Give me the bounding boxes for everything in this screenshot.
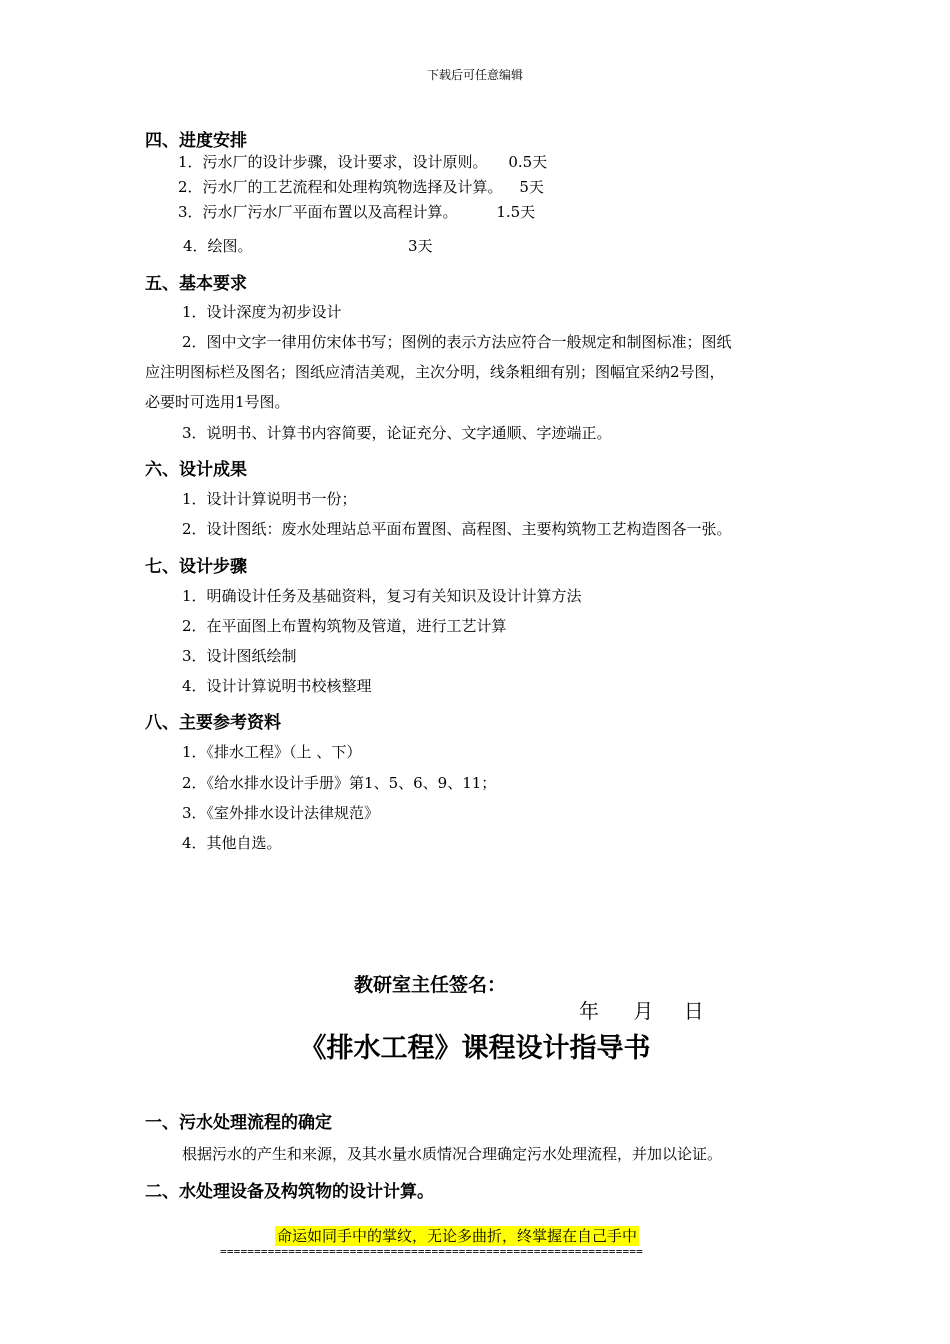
schedule-task: 2．污水厂的工艺流程和处理构筑物选择及计算。 [178,178,503,196]
steps-item: 4．设计计算说明书校核整理 [182,677,372,695]
schedule-task: 1．污水厂的设计步骤，设计要求，设计原则。 [178,153,488,171]
requirement-item-continued: 应注明图标栏及图名；图纸应清洁美观，主次分明，线条粗细有别；图幅宜采纳2号图， [145,363,725,381]
date-day: 日 [683,999,704,1023]
guide-title: 《排水工程》课程设计指导书 [299,1033,651,1064]
schedule-task: 4．绘图。 [183,237,253,255]
steps-item: 1．明确设计任务及基础资料，复习有关知识及设计计算方法 [182,587,582,605]
header-note: 下载后可任意编辑 [426,68,523,82]
results-item: 2．设计图纸：废水处理站总平面布置图、高程图、主要构筑物工艺构造图各一张。 [182,520,732,538]
schedule-item [178,176,544,197]
signature-label: 教研室主任签名： [354,974,507,996]
schedule-duration: 0.5天 [508,153,548,171]
schedule-duration: 5天 [519,178,544,196]
steps-heading: 七、设计步骤 [145,557,247,577]
schedule-duration: 1.5天 [496,203,536,221]
requirement-item: 3．说明书、计算书内容简要，论证充分、文字通顺、字迹端正。 [182,424,612,442]
signature-date [579,995,704,1024]
results-heading: 六、设计成果 [145,460,247,480]
reference-item: 3．《室外排水设计法律规范》 [182,804,380,822]
requirement-item: 1．设计深度为初步设计 [182,303,342,321]
schedule-heading: 四、进度安排 [145,131,247,151]
guide-section1-text: 根据污水的产生和来源，及其水量水质情况合理确定污水处理流程，并加以论证。 [182,1145,723,1163]
guide-section2-heading: 二、水处理设备及构筑物的设计计算。 [145,1182,434,1202]
schedule-duration: 3天 [408,237,433,255]
reference-item: 1．《排水工程》（上 、下） [182,743,362,761]
steps-item: 3．设计图纸绘制 [182,647,297,665]
requirements-heading: 五、基本要求 [145,274,247,294]
date-month: 月 [633,999,654,1023]
footer-motto: 命运如同手中的掌纹，无论多曲折，终掌握在自己手中 [277,1227,638,1245]
reference-item: 4．其他自选。 [182,834,282,852]
requirement-item-continued: 必要时可选用1号图。 [145,393,290,411]
reference-item: 2．《给水排水设计手册》第1、5、6、9、11； [182,774,497,792]
guide-section1-heading: 一、污水处理流程的确定 [145,1113,332,1133]
steps-item: 2．在平面图上布置构筑物及管道，进行工艺计算 [182,617,507,635]
footer-divider: ============================================================== [220,1245,643,1258]
date-year: 年 [579,999,599,1023]
schedule-item [178,201,535,222]
schedule-item [183,235,253,256]
references-heading: 八、主要参考资料 [145,713,281,733]
requirement-item: 2．图中文字一律用仿宋体书写；图例的表示方法应符合一般规定和制图标准；图纸 [182,333,732,351]
schedule-item [178,151,547,172]
schedule-task: 3．污水厂污水厂平面布置以及高程计算。 [178,203,458,221]
results-item: 1．设计计算说明书一份； [182,490,357,508]
